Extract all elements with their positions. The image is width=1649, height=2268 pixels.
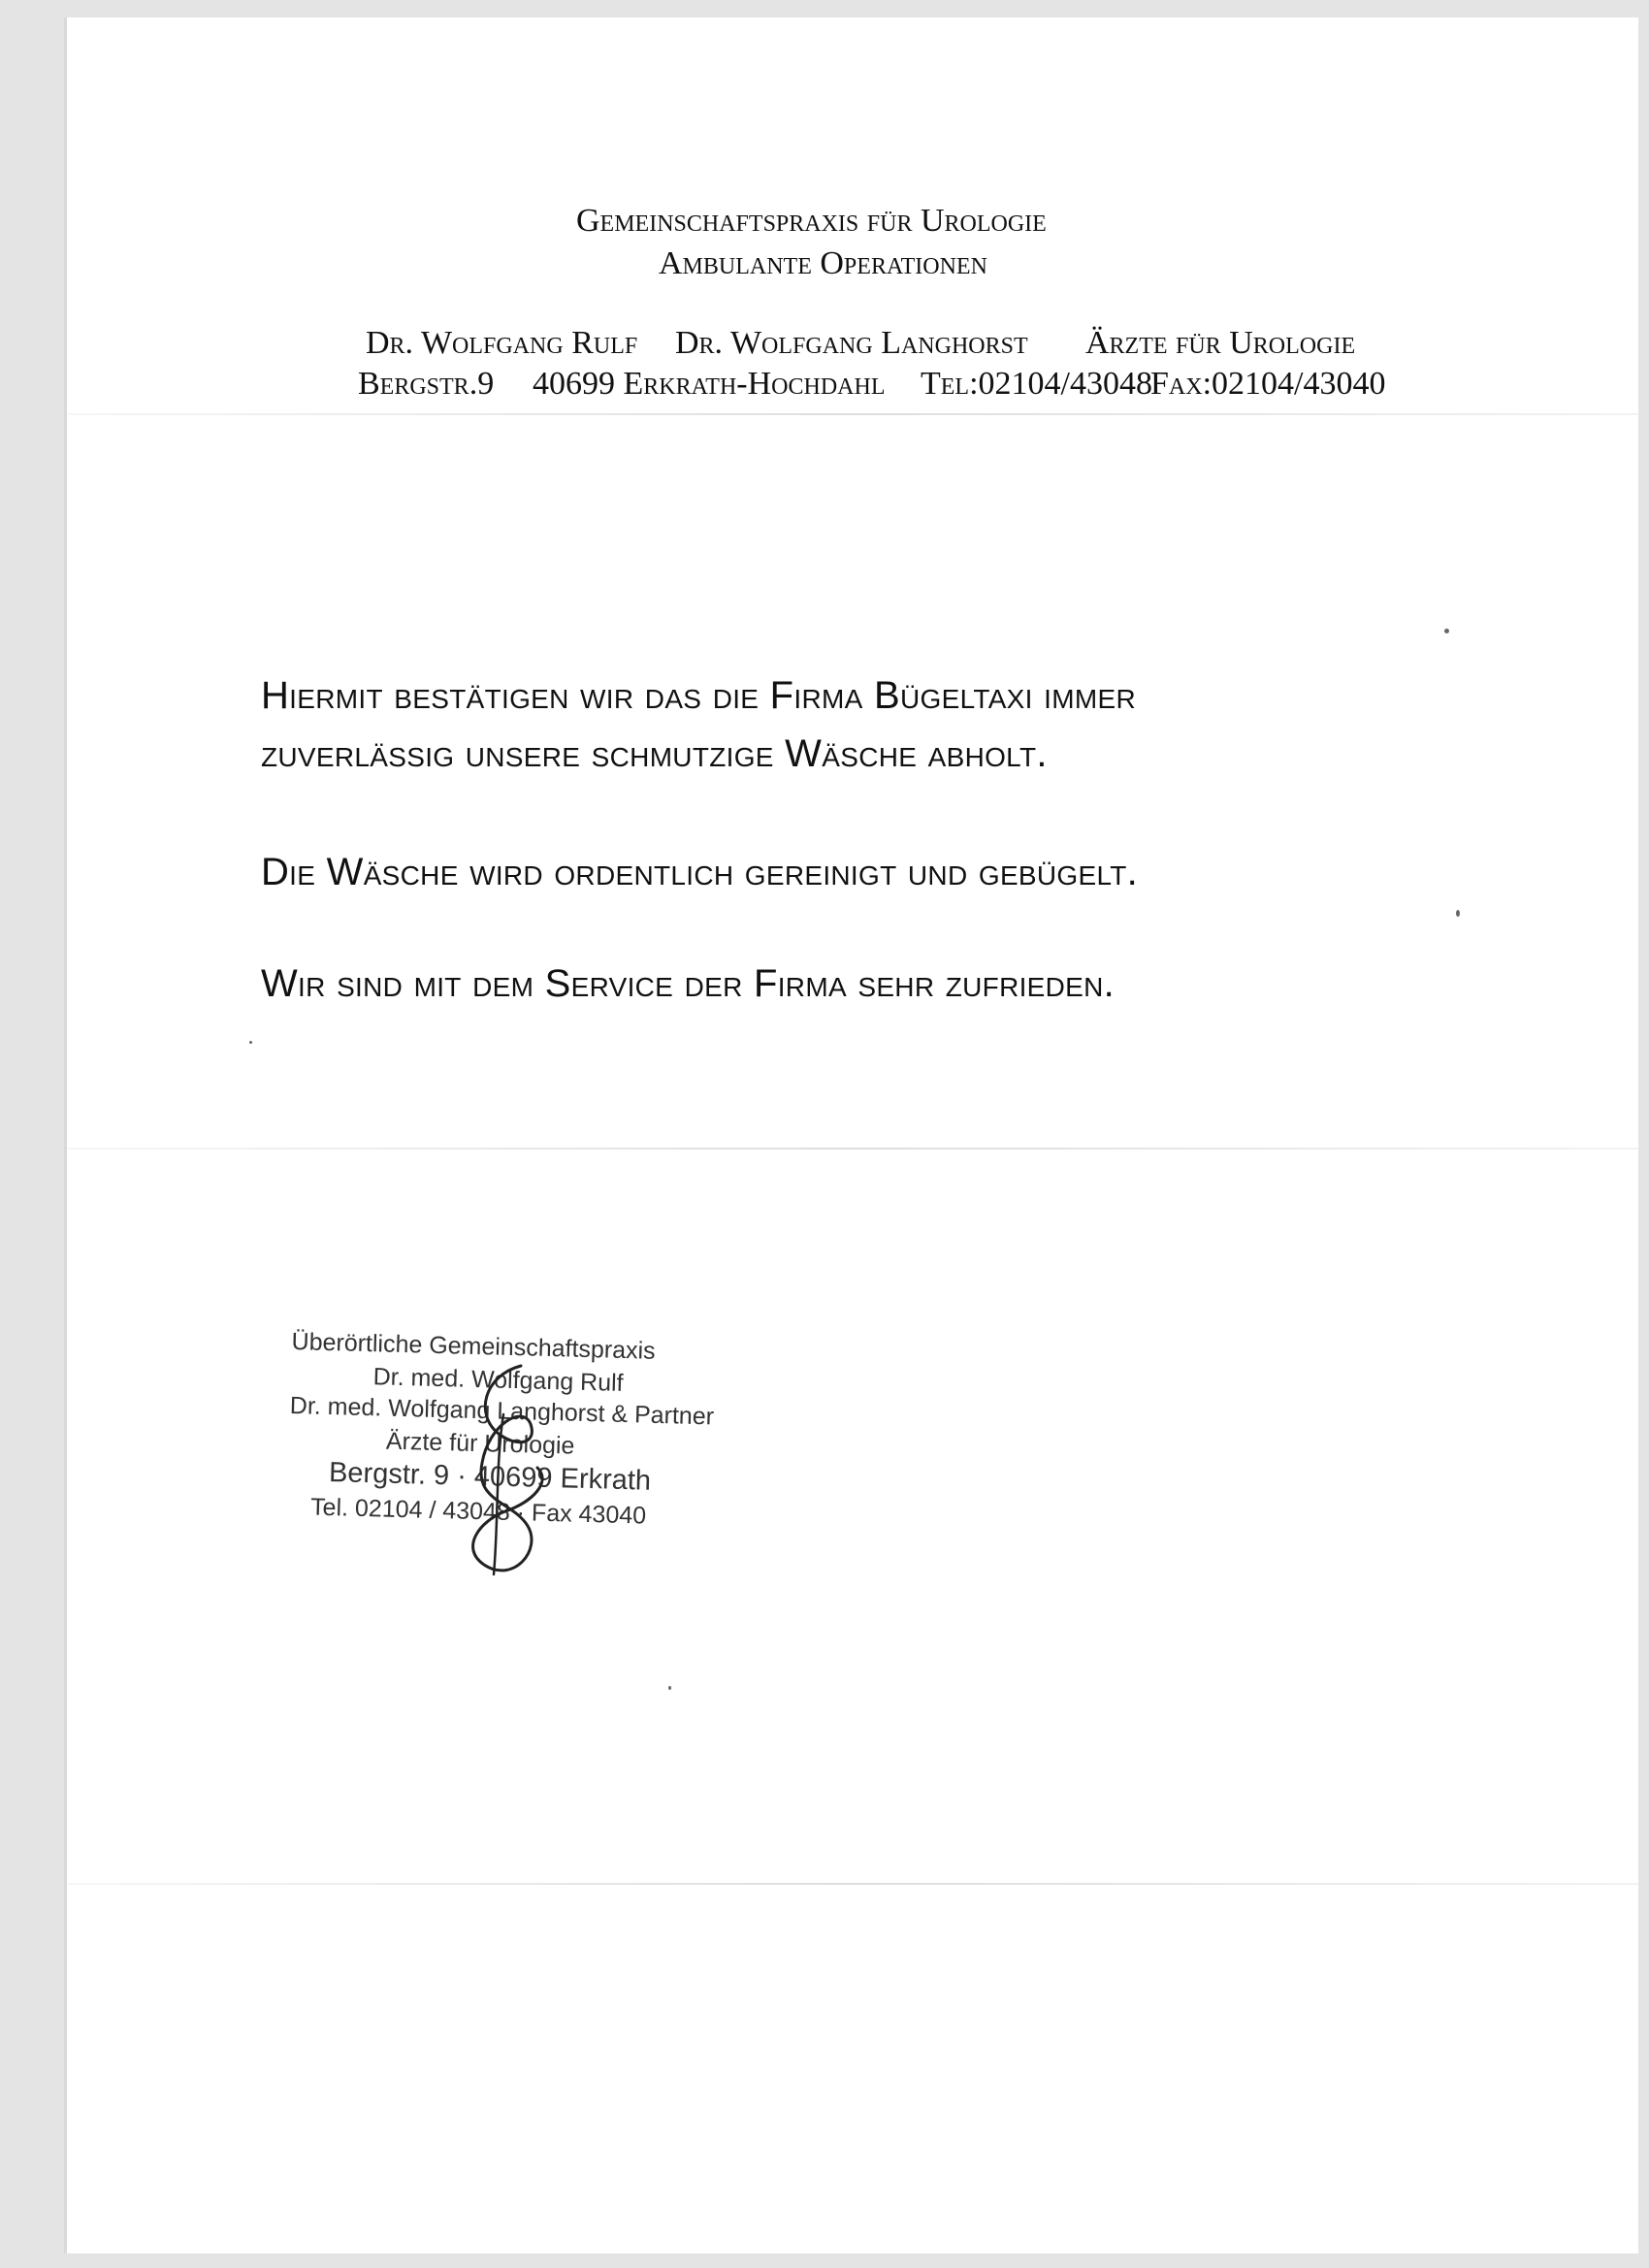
fold-line-middle xyxy=(67,1148,1638,1150)
body-paragraph-1-line-1: Hiermit bestätigen wir das die Firma Bügeltaxi immer xyxy=(261,674,1136,717)
fold-line-bottom xyxy=(67,1883,1638,1885)
speck xyxy=(668,1686,671,1690)
letterhead-doctor-2: Dr. Wolfgang Langhorst xyxy=(675,325,1028,361)
speck xyxy=(1444,629,1449,633)
stamp-line-1: Überörtliche Gemeinschaftspraxis xyxy=(291,1327,657,1365)
stamp-line-3: Dr. med. Wolfgang Langhorst & Partner xyxy=(289,1391,715,1431)
letterhead-title: Gemeinschaftspraxis für Urologie xyxy=(576,203,1047,239)
letterhead-specialty: Ärzte für Urologie xyxy=(1085,325,1356,361)
letterhead-street: Bergstr.9 xyxy=(358,366,495,402)
body-paragraph-1-line-2: zuverlässig unsere schmutzige Wäsche abholt. xyxy=(261,732,1048,775)
body-paragraph-3: Wir sind mit dem Service der Firma sehr zufrieden. xyxy=(261,962,1116,1005)
speck xyxy=(249,1041,252,1044)
letterhead-subtitle: Ambulante Operationen xyxy=(659,245,987,281)
letterhead-tel: Tel:02104/43048 xyxy=(921,366,1152,402)
stamp-line-6: Tel. 02104 / 43048 · Fax 43040 xyxy=(309,1493,647,1530)
letter-page xyxy=(64,17,1638,2253)
letterhead-city: 40699 Erkrath-Hochdahl xyxy=(533,366,886,402)
stamp-line-5: Bergstr. 9 · 40699 Erkrath xyxy=(328,1457,652,1497)
stamp-line-2: Dr. med. Wolfgang Rulf xyxy=(372,1363,624,1397)
handwritten-signature xyxy=(445,1356,571,1589)
body-paragraph-2: Die Wäsche wird ordentlich gereinigt und gebügelt. xyxy=(261,851,1139,893)
letterhead-fax: Fax:02104/43040 xyxy=(1150,366,1386,402)
fold-line-top xyxy=(67,413,1638,415)
speck xyxy=(1456,910,1460,917)
stamp-line-4: Ärzte für Urologie xyxy=(385,1427,575,1460)
letterhead-doctor-1: Dr. Wolfgang Rulf xyxy=(366,325,638,361)
